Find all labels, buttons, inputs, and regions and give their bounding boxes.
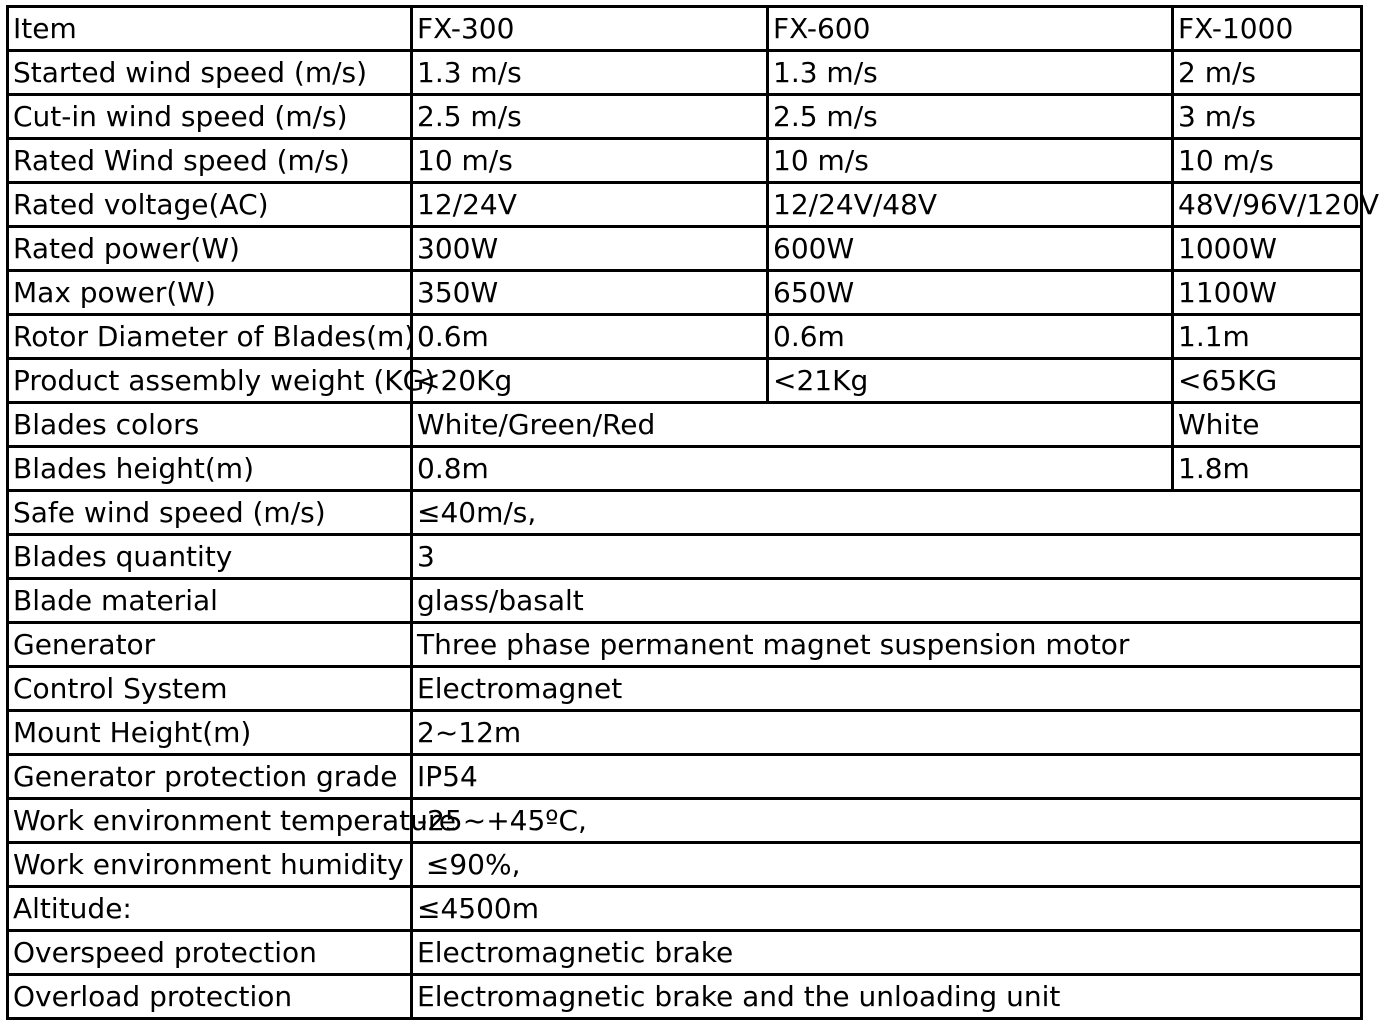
table-row <box>8 403 1362 447</box>
cell-fx-300: 12/24V <box>412 183 768 227</box>
header-row <box>8 7 1362 51</box>
header-item: Item <box>8 7 412 51</box>
table-row <box>8 931 1362 975</box>
cell-fx-300: 1.3 m/s <box>412 51 768 95</box>
row-label: Work environment humidity <box>8 843 412 887</box>
row-label: Rotor Diameter of Blades(m) <box>8 315 412 359</box>
row-label: Control System <box>8 667 412 711</box>
row-label: Generator <box>8 623 412 667</box>
table-row <box>8 667 1362 711</box>
header-fx-300: FX-300 <box>412 7 768 51</box>
cell-fx-300: 350W <box>412 271 768 315</box>
cell-fx-300-600: White/Green/Red <box>412 403 1173 447</box>
row-label: Blades colors <box>8 403 412 447</box>
cell-fx-1000: 1.1m <box>1173 315 1362 359</box>
cell-fx-600: 12/24V/48V <box>768 183 1173 227</box>
table-row <box>8 491 1362 535</box>
row-label: Cut-in wind speed (m/s) <box>8 95 412 139</box>
table-row <box>8 623 1362 667</box>
cell-all-models: Electromagnet <box>412 667 1362 711</box>
table-row <box>8 183 1362 227</box>
cell-fx-600: 10 m/s <box>768 139 1173 183</box>
table-row <box>8 711 1362 755</box>
row-label: Blade material <box>8 579 412 623</box>
table-row <box>8 139 1362 183</box>
cell-all-models: ≤90%, <box>412 843 1362 887</box>
row-label: Blades height(m) <box>8 447 412 491</box>
table-row <box>8 315 1362 359</box>
row-label: Rated voltage(AC) <box>8 183 412 227</box>
row-label: Blades quantity <box>8 535 412 579</box>
cell-all-models: glass/basalt <box>412 579 1362 623</box>
cell-fx-300-600: 0.8m <box>412 447 1173 491</box>
cell-fx-600: 2.5 m/s <box>768 95 1173 139</box>
table-row <box>8 843 1362 887</box>
table-row <box>8 975 1362 1019</box>
cell-fx-1000: <65KG <box>1173 359 1362 403</box>
cell-fx-300: 10 m/s <box>412 139 768 183</box>
cell-fx-300: 300W <box>412 227 768 271</box>
cell-fx-1000: 1.8m <box>1173 447 1362 491</box>
table-row <box>8 95 1362 139</box>
row-label: Rated Wind speed (m/s) <box>8 139 412 183</box>
cell-fx-600: <21Kg <box>768 359 1173 403</box>
cell-fx-600: 1.3 m/s <box>768 51 1173 95</box>
cell-all-models: ≤4500m <box>412 887 1362 931</box>
row-label: Started wind speed (m/s) <box>8 51 412 95</box>
spec-table <box>6 5 1379 1020</box>
cell-all-models: -25~+45ºC, <box>412 799 1362 843</box>
cell-fx-600: 0.6m <box>768 315 1173 359</box>
table-row <box>8 271 1362 315</box>
cell-all-models: 2~12m <box>412 711 1362 755</box>
table-row <box>8 799 1362 843</box>
row-label: Mount Height(m) <box>8 711 412 755</box>
table-row <box>8 579 1362 623</box>
cell-fx-1000: 2 m/s <box>1173 51 1362 95</box>
row-label: Rated power(W) <box>8 227 412 271</box>
cell-fx-1000: 1100W <box>1173 271 1362 315</box>
table-row <box>8 227 1362 271</box>
header-fx-1000: FX-1000 <box>1173 7 1362 51</box>
table-row <box>8 887 1362 931</box>
cell-fx-1000: White <box>1173 403 1362 447</box>
cell-all-models: IP54 <box>412 755 1362 799</box>
row-label: Product assembly weight (KG) <box>8 359 412 403</box>
cell-fx-300: 2.5 m/s <box>412 95 768 139</box>
table-row <box>8 535 1362 579</box>
cell-fx-1000: 1000W <box>1173 227 1362 271</box>
cell-fx-600: 600W <box>768 227 1173 271</box>
table-row <box>8 755 1362 799</box>
row-label: Safe wind speed (m/s) <box>8 491 412 535</box>
cell-fx-300: 0.6m <box>412 315 768 359</box>
cell-fx-600: 650W <box>768 271 1173 315</box>
header-fx-600: FX-600 <box>768 7 1173 51</box>
cell-all-models: Electromagnetic brake <box>412 931 1362 975</box>
cell-fx-1000: 3 m/s <box>1173 95 1362 139</box>
cell-all-models: 3 <box>412 535 1362 579</box>
row-label: Altitude: <box>8 887 412 931</box>
row-label: Max power(W) <box>8 271 412 315</box>
cell-all-models: Three phase permanent magnet suspension motor <box>412 623 1362 667</box>
row-label: Overload protection <box>8 975 412 1019</box>
row-label: Generator protection grade <box>8 755 412 799</box>
table-row <box>8 359 1362 403</box>
cell-all-models: Electromagnetic brake and the unloading unit <box>412 975 1362 1019</box>
row-label: Overspeed protection <box>8 931 412 975</box>
table-row <box>8 51 1362 95</box>
table-row <box>8 447 1362 491</box>
cell-fx-1000: 10 m/s <box>1173 139 1362 183</box>
cell-fx-1000: 48V/96V/120V <box>1173 183 1362 227</box>
cell-all-models: ≤40m/s, <box>412 491 1362 535</box>
cell-fx-300: <20Kg <box>412 359 768 403</box>
row-label: Work environment temperature <box>8 799 412 843</box>
